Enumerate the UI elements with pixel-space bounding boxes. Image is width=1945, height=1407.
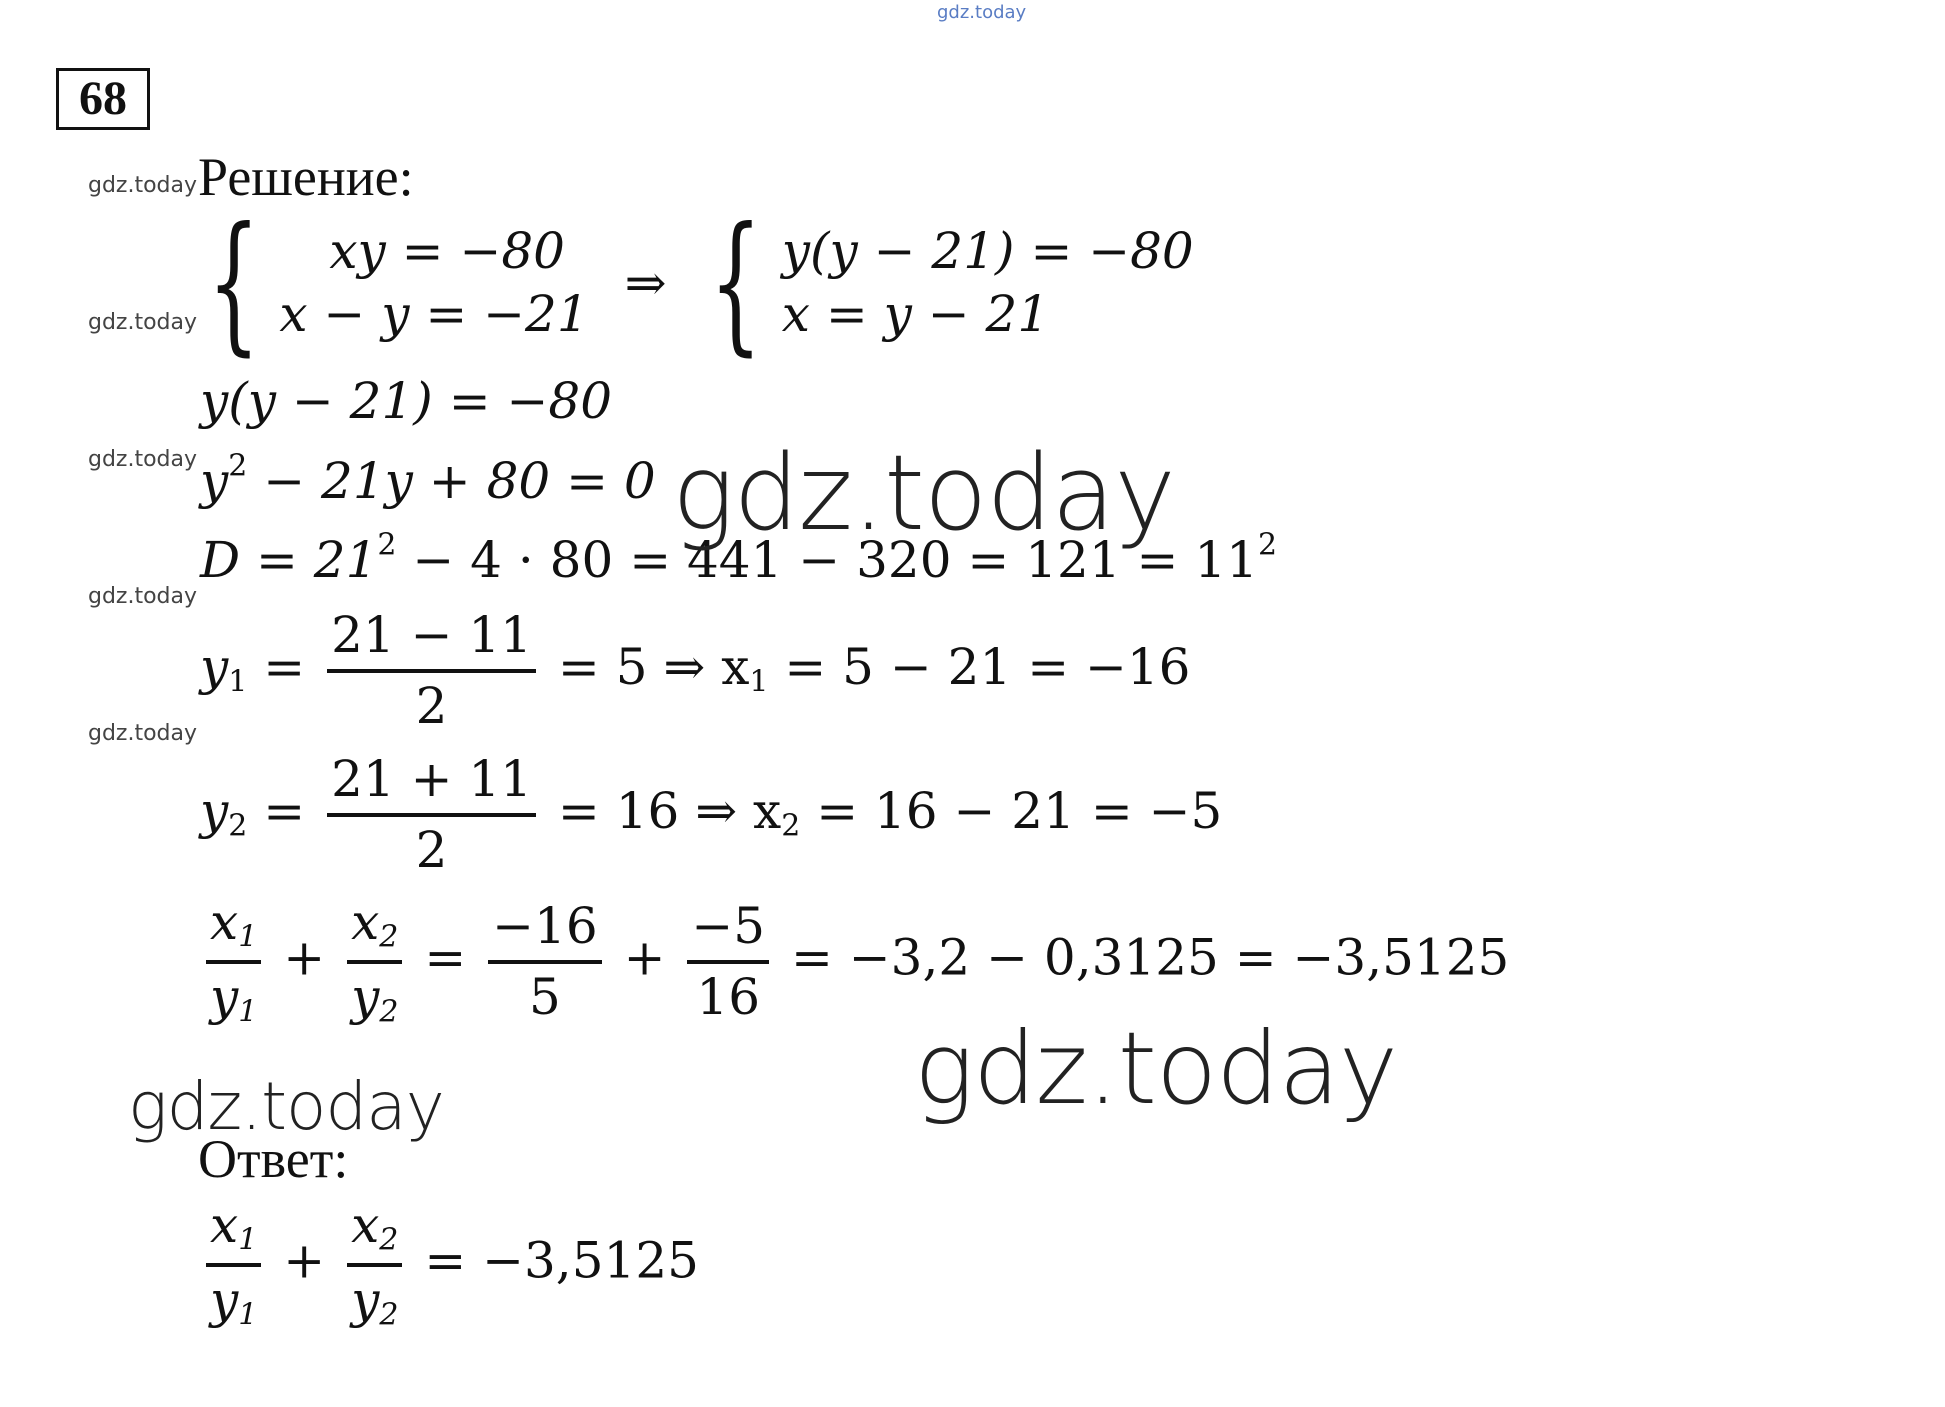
fraction: $\frac{-5}{16}$	[687, 899, 769, 1025]
big-watermark: gdz.today	[672, 432, 1175, 554]
side-watermark: gdz.today	[88, 584, 198, 609]
side-watermark: gdz.today	[88, 173, 198, 198]
side-watermark: gdz.today	[88, 310, 198, 335]
system-line	[200, 195, 1194, 370]
solution-heading: Решение:	[198, 147, 414, 207]
system-1	[279, 220, 588, 345]
big-watermark: gdz.today	[128, 1068, 444, 1145]
answer-heading: Ответ:	[198, 1129, 349, 1189]
system-2	[782, 220, 1194, 345]
root-y1: $y_1$ = $\frac{21 - 11}{2}$ = 5 ⇒ $x_1 = 5 - 21 = -16$	[200, 606, 1191, 735]
answer-line: $\frac{x_1}{y_1}$ + $\frac{x_2}{y_2}$ = −3,5125	[200, 1198, 699, 1331]
side-watermark: gdz.today	[88, 721, 198, 746]
fraction: $\frac{21 + 11}{2}$	[327, 752, 536, 878]
system-2-row-2: x = y − 21	[781, 284, 1050, 343]
problem-number: 68	[79, 72, 127, 125]
top-watermark: gdz.today	[937, 2, 1027, 23]
system-2-row-1: y(y − 21) = −80	[781, 222, 1194, 280]
left-brace: {	[709, 195, 763, 370]
step-3-discriminant: $D = 21^2 - 4 \cdot 80 = 441 - 320 = 121 = 11^2$	[200, 527, 1278, 589]
left-brace: {	[207, 195, 260, 370]
big-watermark: gdz.today	[914, 1010, 1398, 1127]
side-watermark: gdz.today	[88, 447, 198, 472]
system-1-row-2: x − y = −21	[279, 284, 589, 343]
system-1-row-1: xy = −80	[329, 222, 565, 280]
step-1: y(y − 21) = −80	[200, 372, 613, 430]
fraction: $\frac{x_1}{y_1}$	[206, 1198, 261, 1331]
sum-line: $\frac{x_1}{y_1}$ + $\frac{x_2}{y_2}$ = $\frac{-16}{5}$ + $\frac{-5}{16}$ = −3,2 − 0,3125 = −3,5125	[200, 895, 1509, 1028]
step-2: $y^2 - 21y + 80 = 0$	[200, 448, 656, 510]
fraction: $\frac{x_2}{y_2}$	[347, 1198, 402, 1331]
implies-arrow: ⇒	[624, 253, 667, 312]
fraction: $\frac{21 - 11}{2}$	[327, 608, 536, 734]
root-y2: $y_2$ = $\frac{21 + 11}{2}$ = 16 ⇒ $x_2 = 16 - 21 = -5$	[200, 750, 1223, 879]
fraction: $\frac{x_1}{y_1}$	[206, 895, 261, 1028]
problem-number-box	[56, 68, 150, 130]
fraction: $\frac{x_2}{y_2}$	[347, 895, 402, 1028]
fraction: $\frac{-16}{5}$	[488, 899, 602, 1025]
